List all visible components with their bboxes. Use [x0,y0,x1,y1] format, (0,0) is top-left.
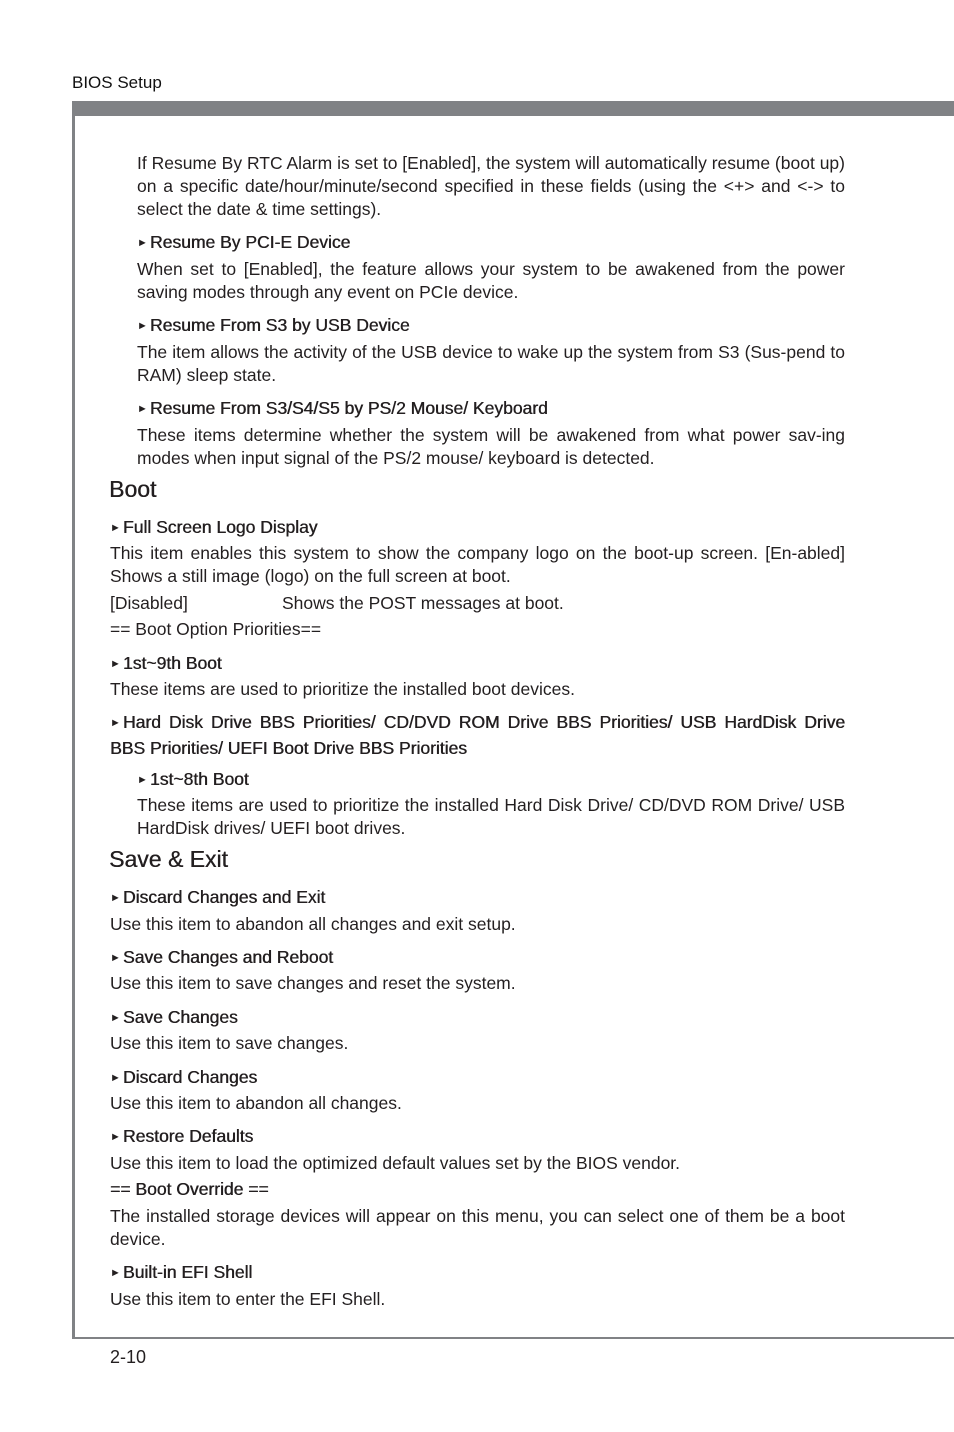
triangle-bullet-icon: ► [137,774,148,786]
header-bar [72,101,954,116]
triangle-bullet-icon: ► [110,1012,121,1024]
triangle-bullet-icon: ► [110,522,121,534]
disabled-description: Shows the POST messages at boot. [282,593,564,613]
section-heading-boot-1-9: ► 1st~9th Boot [110,653,222,673]
triangle-bullet-icon: ► [110,892,121,904]
section-heading-restore-defaults: ► Restore Defaults [110,1126,254,1146]
restore-defaults-description: Use this item to load the optimized default values set by the BIOS vendor. [110,1153,681,1173]
save-reboot-description: Use this item to save changes and reset the system. [110,973,516,993]
efi-shell-description: Use this item to enter the EFI Shell. [110,1289,386,1309]
footer-rule [72,1337,954,1339]
section-heading-logo: ► Full Screen Logo Display [110,517,318,537]
running-header: BIOS Setup [72,73,162,92]
boot-override-heading: == Boot Override == [110,1179,269,1199]
rtc-alarm-description: If Resume By RTC Alarm is set to [Enabled], the system will automatically resume (boot up) on a specific date/hour/minute/second specified in these fields (using the <+> and <-> to select the date & time settings). [137,153,845,219]
triangle-bullet-icon: ► [137,320,148,332]
page-number: 2-10 [110,1347,147,1367]
logo-description: This item enables this system to show the company logo on the boot-up screen. [En-abled] Shows a still image (logo) on the full screen at boot. [110,543,845,586]
triangle-bullet-icon: ► [110,1131,121,1143]
section-heading-discard-changes: ► Discard Changes [110,1067,258,1087]
section-heading-efi-shell: ► Built-in EFI Shell [110,1262,253,1282]
triangle-bullet-icon: ► [110,952,121,964]
pcie-description: When set to [Enabled], the feature allows your system to be awakened from the power saving modes through any event on PCIe device. [137,259,845,302]
left-border-rule [72,116,75,1339]
triangle-bullet-icon: ► [137,403,148,415]
boot-option-priorities: == Boot Option Priorities== [110,619,322,639]
triangle-bullet-icon: ► [137,237,148,249]
section-heading-usb: ► Resume From S3 by USB Device [137,315,410,335]
section-heading-save-changes: ► Save Changes [110,1007,238,1027]
save-changes-description: Use this item to save changes. [110,1033,349,1053]
section-heading-save-reboot: ► Save Changes and Reboot [110,947,334,967]
section-heading-bbs: ► Hard Disk Drive BBS Priorities/ CD/DVD ROM Drive BBS Priorities/ USB HardDisk Drive BBS Priorities/ UEFI Boot Drive BBS Priorities [110,712,845,758]
section-heading-ps2: ► Resume From S3/S4/S5 by PS/2 Mouse/ Keyboard [137,398,548,418]
ps2-description: These items determine whether the system will be awakened from what power sav-ing modes when input signal of the PS/2 mouse/ keyboard is detected. [137,425,845,468]
section-heading-pcie: ► Resume By PCI-E Device [137,232,351,252]
triangle-bullet-icon: ► [110,658,121,670]
triangle-bullet-icon: ► [110,1267,121,1279]
section-heading-boot-1-8: ► 1st~8th Boot [137,769,249,789]
triangle-bullet-icon: ► [110,717,121,729]
usb-description: The item allows the activity of the USB device to wake up the system from S3 (Sus-pend to RAM) sleep state. [137,342,845,385]
triangle-bullet-icon: ► [110,1072,121,1084]
boot-override-description: The installed storage devices will appear on this menu, you can select one of them be a boot device. [110,1206,845,1249]
disabled-label: [Disabled] [110,593,188,613]
boot-1-9-description: These items are used to prioritize the installed boot devices. [110,679,575,699]
section-heading-discard-exit: ► Discard Changes and Exit [110,887,326,907]
boot-1-8-description: These items are used to prioritize the installed Hard Disk Drive/ CD/DVD ROM Drive/ USB HardDisk drives/ UEFI boot drives. [137,795,845,838]
discard-changes-description: Use this item to abandon all changes. [110,1093,402,1113]
section-title-save-exit: Save & Exit [109,846,228,872]
discard-exit-description: Use this item to abandon all changes and exit setup. [110,914,516,934]
section-title-boot: Boot [109,476,157,502]
